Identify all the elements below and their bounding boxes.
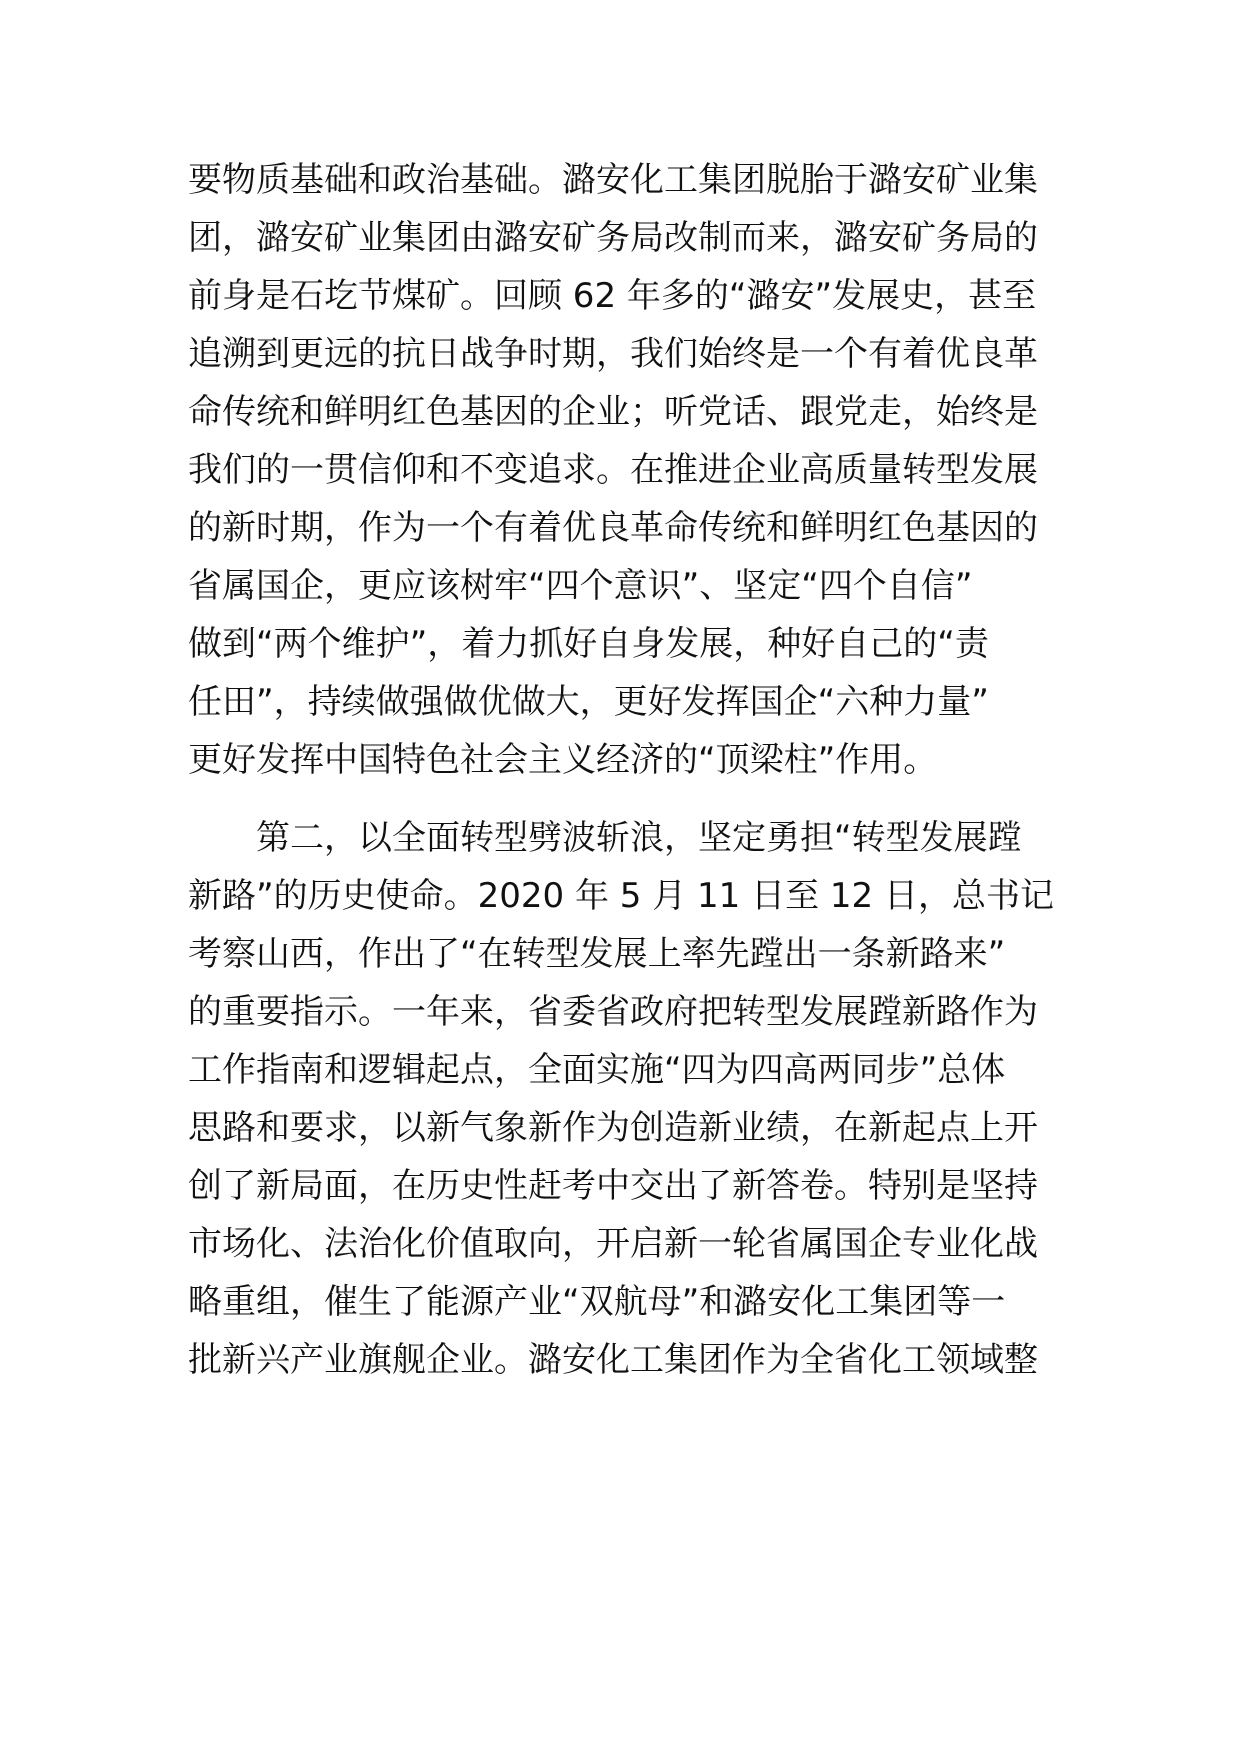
text-line: 思路和要求，以新气象新作为创造新业绩，在新起点上开: [188, 1108, 1038, 1148]
text-line: 新路”的历史使命。2020 年 5 月 11 日至 12 日，总书记: [188, 876, 1054, 916]
text-line: 团，潞安矿业集团由潞安矿务局改制而来，潞安矿务局的: [188, 218, 1038, 258]
text-line: 追溯到更远的抗日战争时期，我们始终是一个有着优良革: [188, 334, 1038, 374]
text-line: 的重要指示。一年来，省委省政府把转型发展蹚新路作为: [188, 992, 1038, 1032]
text-line: 任田”，持续做强做优做大，更好发挥国企“六种力量”: [188, 682, 989, 722]
text-line: 做到“两个维护”，着力抓好自身发展，种好自己的“责: [188, 624, 989, 664]
text-line: 创了新局面，在历史性赶考中交出了新答卷。特别是坚持: [188, 1166, 1038, 1206]
text-line: 考察山西，作出了“在转型发展上率先蹚出一条新路来”: [188, 934, 1006, 974]
text-line: 要物质基础和政治基础。潞安化工集团脱胎于潞安矿业集: [188, 160, 1038, 200]
text-line: 工作指南和逻辑起点，全面实施“四为四高两同步”总体: [188, 1050, 1006, 1090]
text-line: 的新时期，作为一个有着优良革命传统和鲜明红色基因的: [188, 508, 1038, 548]
text-line: 命传统和鲜明红色基因的企业；听党话、跟党走，始终是: [188, 392, 1038, 432]
text-line: 更好发挥中国特色社会主义经济的“顶梁柱”作用。: [188, 740, 938, 780]
text-line: 第二，以全面转型劈波斩浪，坚定勇担“转型发展蹚: [188, 818, 1022, 858]
text-line: 省属国企，更应该树牢“四个意识”、坚定“四个自信”: [188, 566, 973, 606]
text-line: 我们的一贯信仰和不变追求。在推进企业高质量转型发展: [188, 450, 1038, 490]
text-line: 批新兴产业旗舰企业。潞安化工集团作为全省化工领域整: [188, 1340, 1038, 1380]
text-line: 前身是石圪节煤矿。回顾 62 年多的“潞安”发展史，甚至: [188, 276, 1037, 316]
text-line: 略重组，催生了能源产业“双航母”和潞安化工集团等一: [188, 1282, 1006, 1322]
text-line: 市场化、法治化价值取向，开启新一轮省属国企专业化战: [188, 1224, 1038, 1264]
